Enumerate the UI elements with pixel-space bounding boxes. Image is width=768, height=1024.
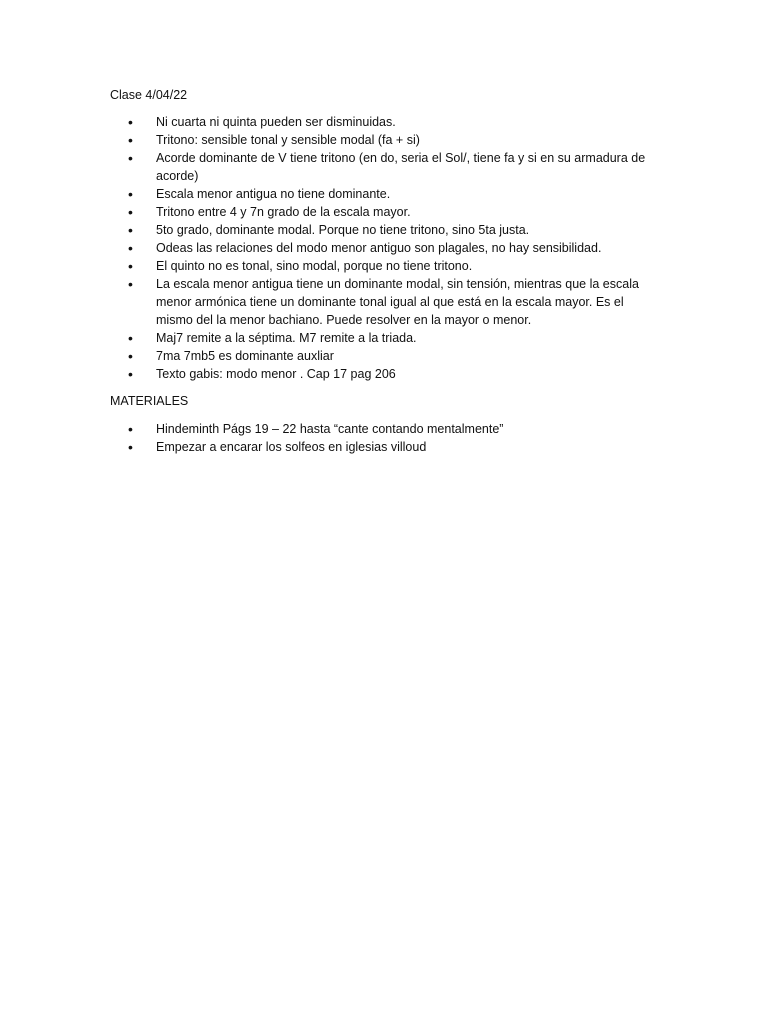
list-item-text: La escala menor antigua tiene un dominante modal, sin tensión, mientras que la escala menor armónica tiene un dominante tonal igual al que está en la escala mayor. Es el mismo del la menor bachiano. Puede resolver en la mayor o menor. [156,277,639,327]
list-item-text: El quinto no es tonal, sino modal, porque no tiene tritono. [156,259,473,273]
bullet-icon: • [128,150,133,166]
list-item [0,131,660,149]
bullet-icon: • [128,240,133,256]
bullet-icon: • [128,366,133,382]
list-item-text: Tritono entre 4 y 7n grado de la escala mayor. [156,205,411,219]
bullet-icon: • [128,222,133,238]
list-item [0,185,660,203]
list-item-text: Escala menor antigua no tiene dominante. [156,187,391,201]
list-item [0,329,660,347]
class-date-heading: Clase 4/04/22 [110,88,188,102]
list-item [0,275,660,329]
list-item-text: Ni cuarta ni quinta pueden ser disminuidas. [156,115,396,129]
list-item-text: 5to grado, dominante modal. Porque no tiene tritono, sino 5ta justa. [156,223,530,237]
bullet-icon: • [128,330,133,346]
materials-heading: MATERIALES [110,394,189,408]
list-item-text: Acorde dominante de V tiene tritono (en do, seria el Sol/, tiene fa y si en su armadura de acorde) [156,151,646,183]
list-item [0,365,660,383]
list-item-text: Texto gabis: modo menor . Cap 17 pag 206 [156,367,396,381]
list-item-text: Tritono: sensible tonal y sensible modal (fa + si) [156,133,420,147]
bullet-icon: • [128,276,133,292]
materials-list [0,420,768,456]
list-item [0,149,660,185]
list-item [0,420,660,438]
class-notes-list [0,113,768,383]
bullet-icon: • [128,439,133,455]
bullet-icon: • [128,186,133,202]
list-item-text: Maj7 remite a la séptima. M7 remite a la triada. [156,331,417,345]
bullet-icon: • [128,132,133,148]
bullet-icon: • [128,204,133,220]
list-item [0,257,660,275]
list-item [0,438,660,456]
bullet-icon: • [128,258,133,274]
list-item-text: 7ma 7mb5 es dominante auxliar [156,349,334,363]
list-item-text: Hindeminth Págs 19 – 22 hasta “cante contando mentalmente” [156,422,504,436]
list-item [0,221,660,239]
bullet-icon: • [128,114,133,130]
list-item [0,113,660,131]
list-item [0,239,660,257]
list-item-text: Empezar a encarar los solfeos en iglesias villoud [156,440,427,454]
list-item [0,347,660,365]
list-item-text: Odeas las relaciones del modo menor antiguo son plagales, no hay sensibilidad. [156,241,602,255]
bullet-icon: • [128,348,133,364]
list-item [0,203,660,221]
bullet-icon: • [128,421,133,437]
